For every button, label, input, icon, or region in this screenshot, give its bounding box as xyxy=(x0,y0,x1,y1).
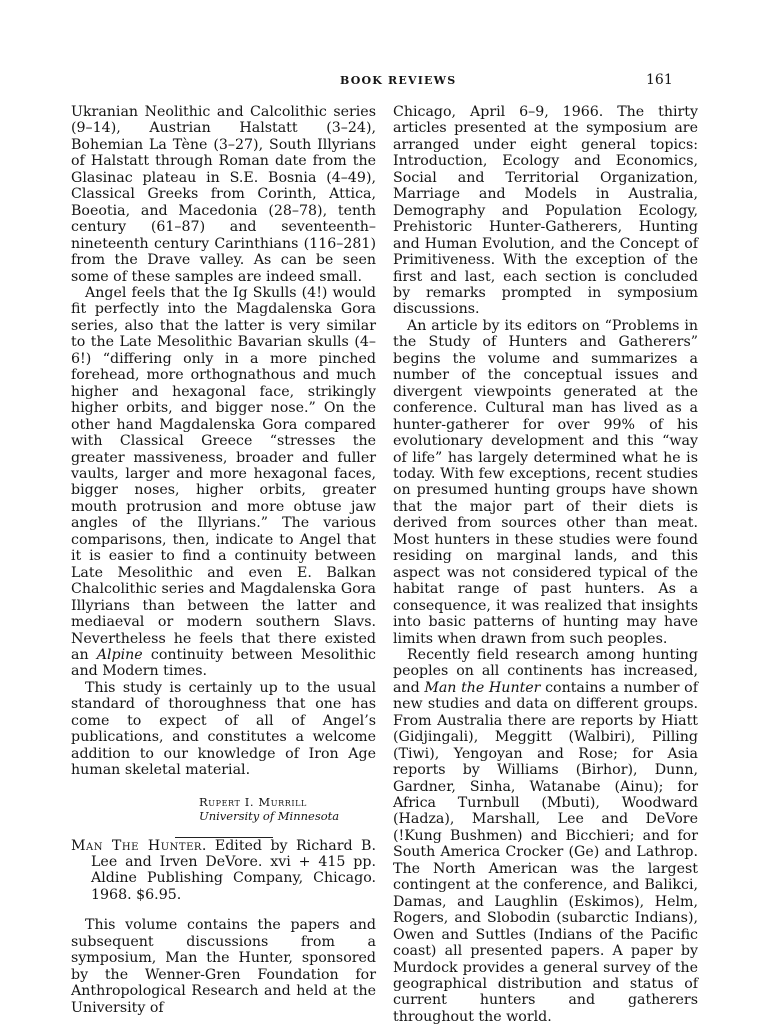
reviewer-signature xyxy=(71,795,376,823)
paragraph-text: Recently field research among hunting peoples on all continents has increased, and xyxy=(393,646,698,696)
reviewer-affiliation: University of Minnesota xyxy=(199,808,340,823)
paragraph-text: continuity between Mesolithic and Modern times. xyxy=(71,646,376,680)
paragraph-text: contains a number of new studies and data on different groups. From Australia there are reports by Hiatt (Gidjingali), Meggitt (Walbiri), Pilling (Tiwi), Yengoyan and Rose; for Asia reports by Williams (Birhor), Dunn, Gardner, Sinha, Watanabe (Ainu); for Africa Turnbull (Mbuti), Woodward (Hadza), Marshall, Lee and DeVore (!Kung Bushmen) and Bicchieri; and for South America Crocker (Ge) and Lathrop. The North American was the largest contingent at the conference, and Balikci, Damas, and Laughlin (Eskimos), Helm, Rogers, and Slobodin (subarctic Indians), Owen and Suttles (Indians of the Pacific coast) all presented papers. A paper by Murdock provides a general survey of the geographical distribution and status of current hunters and gatherers throughout the world. xyxy=(393,679,698,1025)
right-column xyxy=(393,104,698,1025)
paragraph: Chicago, April 6–9, 1966. The thirty articles presented at the symposium are arranged under eight general topics: Introduction, Ecology and Economics, Social and Territorial Organization, Marriage and Models in Australia, Demography and Population Ecology, Prehistoric Hunter-Gatherers, Hunting and Human Evolution, and the Concept of Primitiveness. With the exception of the first and last, each section is concluded by remarks prompted in symposium discussions. xyxy=(393,104,698,318)
book-title: Man The Hunter xyxy=(71,837,202,854)
book-citation xyxy=(71,838,376,904)
citation-details: . Edited by Richard B. Lee and Irven DeVore. xvi + 415 pp. Aldine Publishing Company, Chicago. 1968. $6.95. xyxy=(91,837,376,903)
paragraph xyxy=(71,285,376,680)
paragraph: This study is certainly up to the usual standard of thoroughness that one has come to expect of all of Angel’s publications, and constitutes a welcome addition to our knowledge of Iron Age human skeletal material. xyxy=(71,679,376,779)
left-column xyxy=(71,104,376,1016)
paragraph-text: Angel feels that the Ig Skulls (4!) would fit perfectly into the Magdalenska Gora series, also that the latter is very similar to the Late Mesolithic Bavarian skulls (4–6!) “differing only in a more pinched forehead, more orthognathous and much higher and hexagonal face, strikingly higher orbits, and bigger nose.” On the other hand Magdalenska Gora compared with Classical Greece “stresses the greater massiveness, broader and fuller vaults, larger and more hexagonal faces, bigger noses, higher orbits, greater mouth protrusion and more obtuse jaw angles of the Illyrians.” The various comparisons, then, indicate to Angel that it is easier to find a continuity between Late Mesolithic and even E. Balkan Chalcolithic series and Magdalenska Gora Illyrians than between the latter and mediaeval or modern southern Slavs. Nevertheless he feels that there existed an xyxy=(71,284,376,663)
paragraph: This volume contains the papers and subsequent discussions from a symposium, Man the Hunter, sponsored by the Wenner-Gren Foundation for Anthropological Research and held at the University of xyxy=(71,917,376,1016)
running-head: BOOK REVIEWS xyxy=(340,74,457,87)
page-number: 161 xyxy=(646,72,673,88)
paragraph xyxy=(393,647,698,1025)
italic-term: Man the Hunter xyxy=(424,679,541,696)
italic-term: Alpine xyxy=(96,646,143,663)
paragraph: Ukranian Neolithic and Calcolithic series (9–14), Austrian Halstatt (3–24), Bohemian La Tène (3–27), South Illyrians of Halstatt through Roman date from the Glasinac plateau in S.E. Bosnia (4–49), Classical Greeks from Corinth, Attica, Boeotia, and Macedonia (28–78), tenth century (61–87) and seventeenth–nineteenth century Carinthians (116–281) from the Drave valley. As can be seen some of these samples are indeed small. xyxy=(71,104,376,285)
reviewer-name: Rupert I. Murrill xyxy=(199,794,307,809)
paragraph: An article by its editors on “Problems in the Study of Hunters and Gatherers” begins the volume and summarizes a number of the conceptual issues and divergent viewpoints generated at the conference. Cultural man has lived as a hunter-gatherer for over 99% of his evolutionary development and this “way of life” has largely determined what he is today. With few exceptions, recent studies on presumed hunting groups have shown that the major part of their diets is derived from sources other than meat. Most hunters in these studies were found residing on marginal lands, and this aspect was not considered typical of the habitat range of past hunters. As a consequence, it was realized that insights into basic patterns of hunting may have limits when drawn from such peoples. xyxy=(393,317,698,647)
